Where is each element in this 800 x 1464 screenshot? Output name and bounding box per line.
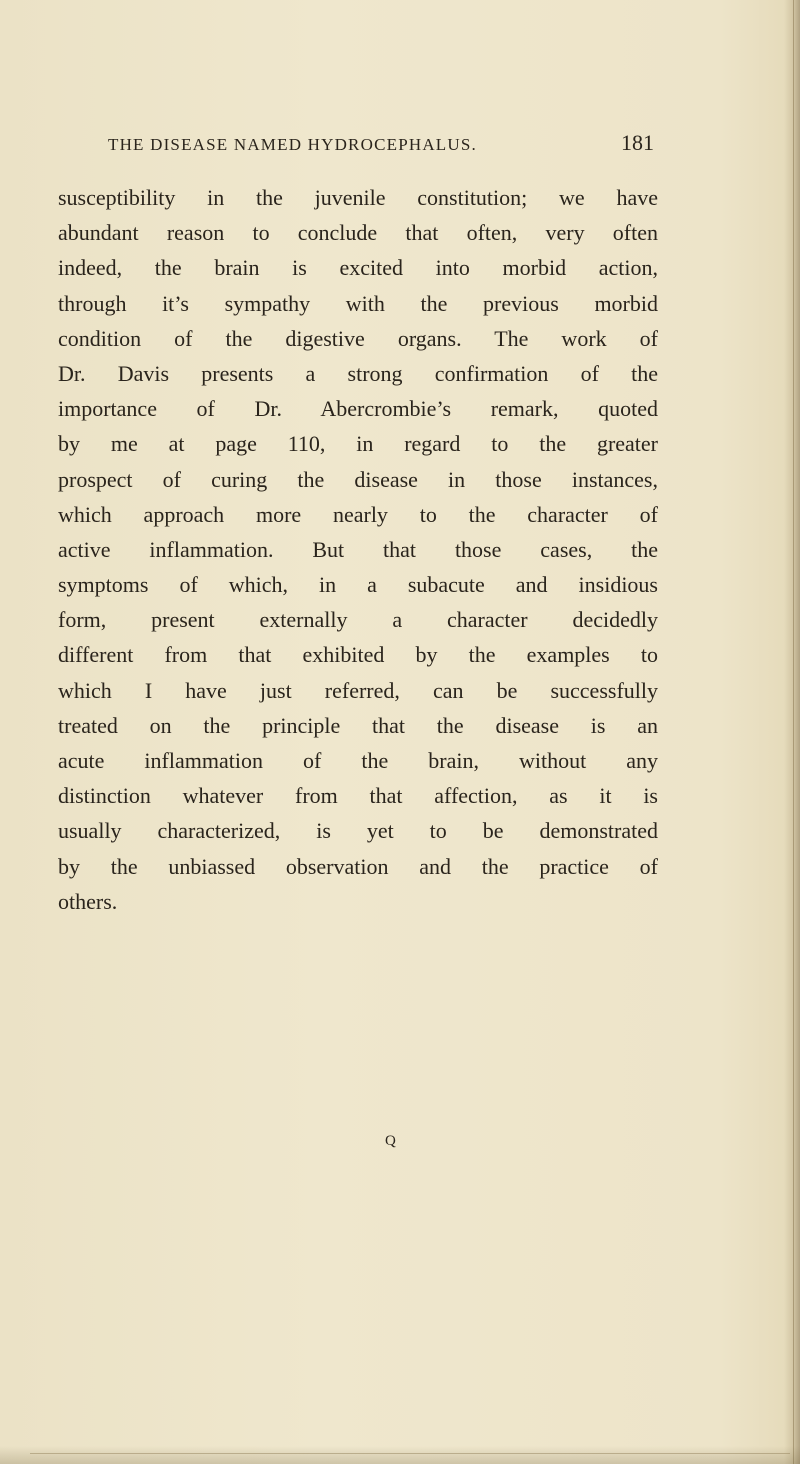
text-line: by the unbiassed observation and the practice of	[58, 853, 658, 879]
page-edge-shadow	[784, 0, 800, 1464]
text-line: abundant reason to conclude that often, very often	[58, 220, 658, 246]
page-header	[108, 130, 654, 156]
text-line: active inflammation. But that those cases, the	[58, 536, 658, 562]
page-bottom-line	[30, 1453, 790, 1454]
text-line: by me at page 110, in regard to the greater	[58, 431, 658, 457]
page-number: 181	[621, 130, 654, 155]
text-line: form, present externally a character decidedly	[58, 607, 658, 633]
page-edge-line	[793, 0, 794, 1464]
running-head: THE DISEASE NAMED HYDROCEPHALUS.	[108, 135, 477, 154]
text-line: which approach more nearly to the character of	[58, 501, 658, 527]
text-line: indeed, the brain is excited into morbid action,	[58, 255, 658, 281]
text-line: distinction whatever from that affection, as it is	[58, 783, 658, 809]
text-line: different from that exhibited by the examples to	[58, 642, 658, 668]
text-line: prospect of curing the disease in those instances,	[58, 466, 658, 492]
page-bottom-shadow	[0, 1446, 800, 1464]
text-line: importance of Dr. Abercrombie’s remark, quoted	[58, 396, 658, 422]
text-line: Dr. Davis presents a strong confirmation of the	[58, 360, 658, 386]
text-line: others.	[58, 888, 118, 914]
text-line: usually characterized, is yet to be demonstrated	[58, 818, 658, 844]
text-line: acute inflammation of the brain, without any	[58, 748, 658, 773]
text-line: treated on the principle that the disease is an	[58, 712, 658, 738]
signature-mark: Q	[385, 1133, 396, 1149]
text-line: through it’s sympathy with the previous morbid	[58, 290, 658, 316]
text-line: symptoms of which, in a subacute and insidious	[58, 572, 658, 598]
text-line: which I have just referred, can be successfully	[58, 677, 658, 703]
text-line: susceptibility in the juvenile constitution; we have	[58, 185, 658, 210]
body-paragraph	[58, 180, 658, 919]
text-line: condition of the digestive organs. The work of	[58, 325, 658, 351]
